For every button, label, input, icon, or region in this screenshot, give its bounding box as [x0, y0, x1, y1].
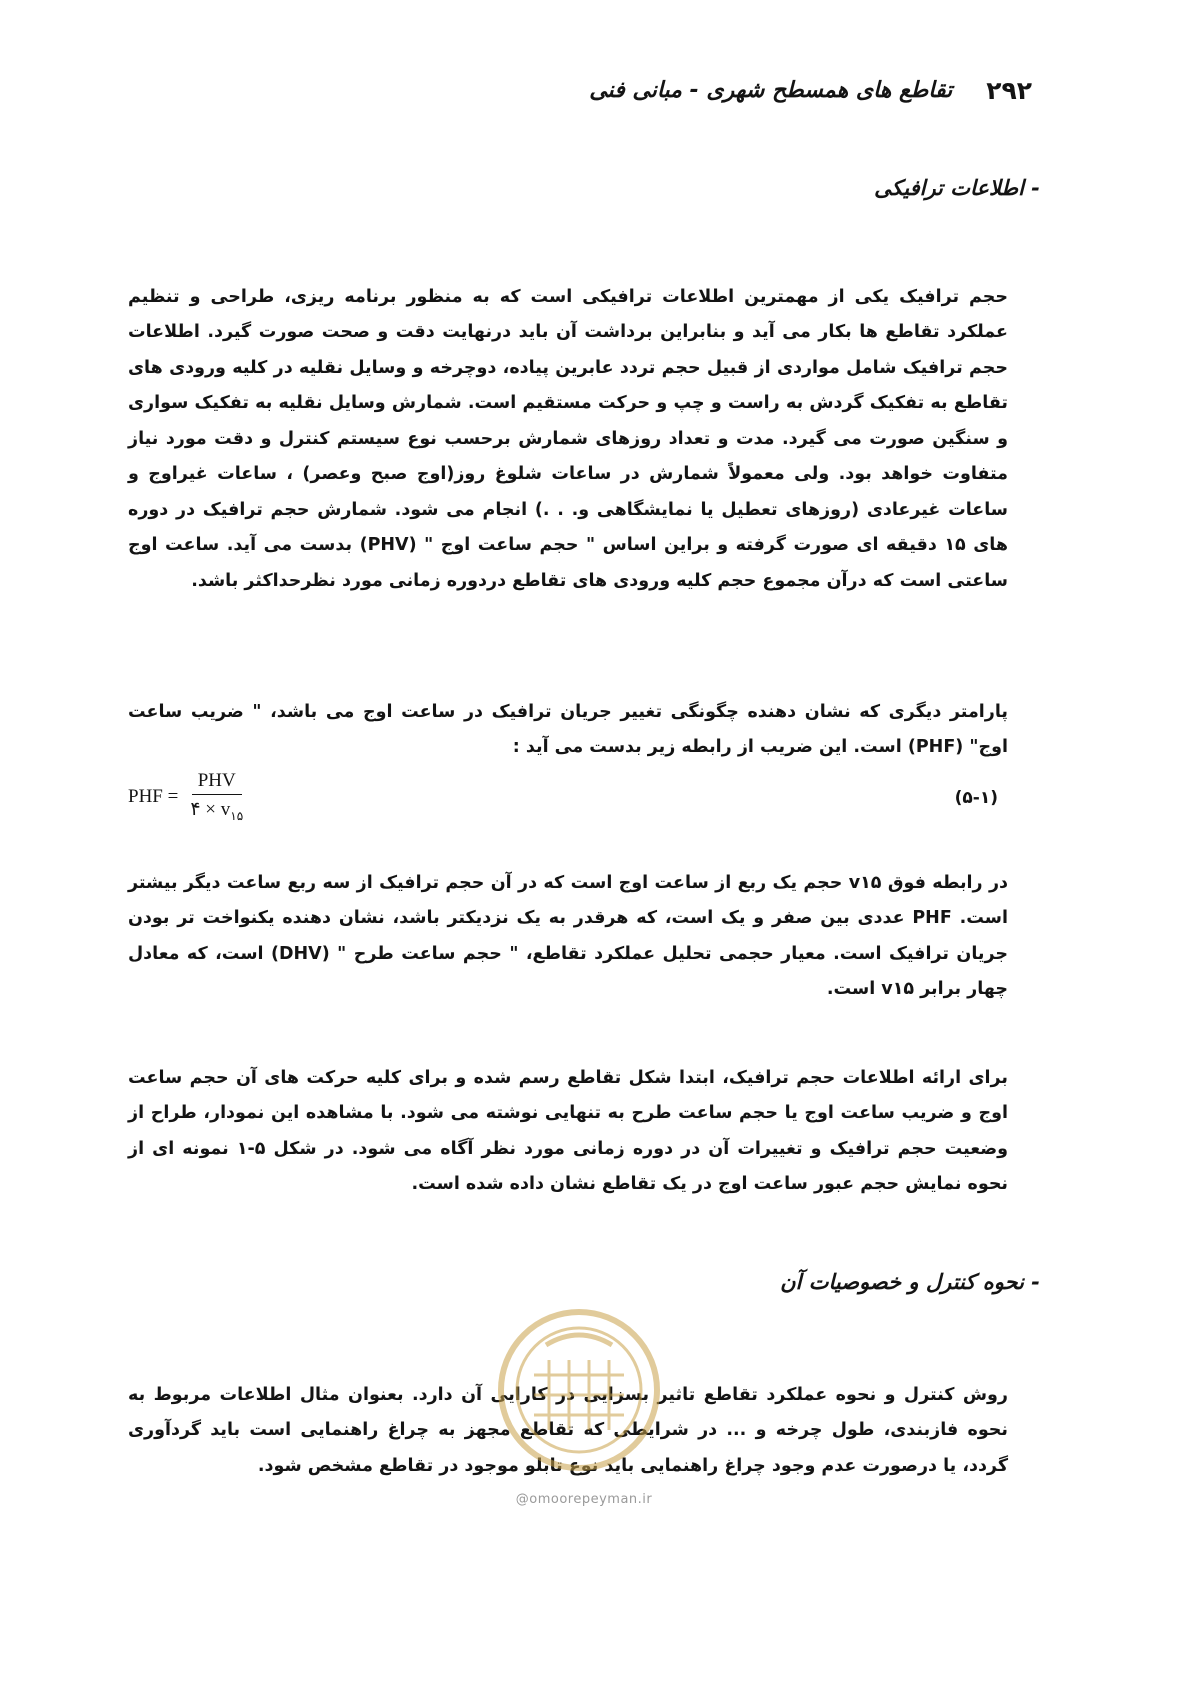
running-header [212, 70, 1032, 110]
section-heading-traffic-information: - اطلاعات ترافیکی [874, 176, 1040, 200]
paragraph-traffic-volume: حجم ترافیک یکی از مهمترین اطلاعات ترافیکی است که به منظور برنامه ریزی، طراحی و تنظیم عملکرد تقاطع ها بکار می آید و بنابراین برداشت آن باید درنهایت دقت و صحت صورت گیرد. اطلاعات حجم ترافیک شامل مواردی از قبیل حجم تردد عابرین پیاده، دوچرخه و وسایل نقلیه در کلیه ورودی های تقاطع به تفکیک گردش به راست و چپ و حرکت مستقیم است. شمارش وسایل نقلیه به تفکیک سواری و سنگین صورت می گیرد. مدت و تعداد روزهای شمارش برحسب نوع سیستم کنترل و دقت مورد نیاز متفاوت خواهد بود. ولی معمولاً شمارش در ساعات شلوغ روز(اوج صبح وعصر) ، ساعات غیراوج و ساعات غیرعادی (روزهای تعطیل یا نمایشگاهی و. . .) انجام می شود. شمارش حجم ترافیک در دوره های ۱۵ دقیقه ای صورت گرفته و براین اساس " حجم ساعت اوج " (PHV) بدست می آید. ساعت اوج ساعتی است که درآن مجموع حجم کلیه ورودی های تقاطع دردوره زمانی مورد نظرحداکثر باشد. [128, 286, 1008, 591]
section-heading-control-method: - نحوه کنترل و خصوصیات آن [780, 1270, 1040, 1294]
paragraph-control-method: روش کنترل و نحوه عملکرد تقاطع تاثیر بسزایی در کارایی آن دارد. بعنوان مثال اطلاعات مربوط به نحوه فازبندی، طول چرخه و ... در شرایطی که تقاطع مجهز به چراغ راهنمایی است باید گردآوری گردد، یا درصورت عدم وجود چراغ راهنمایی باید نوع تابلو موجود در تقاطع مشخص شود. [128, 1384, 1008, 1476]
watermark-seal-icon [494, 1305, 664, 1475]
denominator-subscript: ۱۵ [230, 808, 244, 823]
page-number: ۲۹۲ [986, 75, 1032, 105]
phf-formula [128, 770, 243, 824]
formula-fraction [190, 770, 243, 824]
equation-number: (۵-۱) [954, 788, 998, 808]
formula-denominator [190, 795, 243, 824]
formula-lhs: PHF = [128, 785, 179, 807]
running-header-title: تقاطع های همسطح شهری - مبانی فنی [589, 77, 953, 103]
paragraph-peak-hour-factor: پارامتر دیگری که نشان دهنده چگونگی تغییر جریان ترافیک در ساعت اوج می باشد، " ضریب ساعت اوج" (PHF) است. این ضریب از رابطه زیر بدست می آید : [128, 701, 1008, 757]
equation-phf [128, 770, 1008, 834]
formula-numerator: PHV [192, 770, 242, 795]
watermark-text: @omoorepeyman.ir [515, 1492, 653, 1507]
denominator-main: ۴ × v [190, 799, 231, 820]
paragraph-volume-presentation: برای ارائه اطلاعات حجم ترافیک، ابتدا شکل تقاطع رسم شده و برای کلیه حرکت های آن حجم ساعت اوج و ضریب ساعت اوج یا حجم ساعت طرح به تنهایی نوشته می شود. با مشاهده این نمودار، طراح از وضعیت حجم ترافیک و تغییرات آن در دوره زمانی مورد نظر آگاه می شود. در شکل ۵-۱ نمونه ای از نحوه نمایش حجم عبور ساعت اوج در یک تقاطع نشان داده شده است. [128, 1067, 1008, 1194]
paragraph-phf-explanation: در رابطه فوق v۱۵ حجم یک ربع از ساعت اوج است که در آن حجم ترافیک از سه ربع ساعت دیگر بیشتر است. PHF عددی بین صفر و یک است، که هرقدر به یک نزدیکتر باشد، نشان دهنده یکنواخت تر بودن جریان ترافیک است. معیار حجمی تحلیل عملکرد تقاطع، " حجم ساعت طرح " (DHV) است، که معادل چهار برابر v۱۵ است. [128, 872, 1008, 999]
